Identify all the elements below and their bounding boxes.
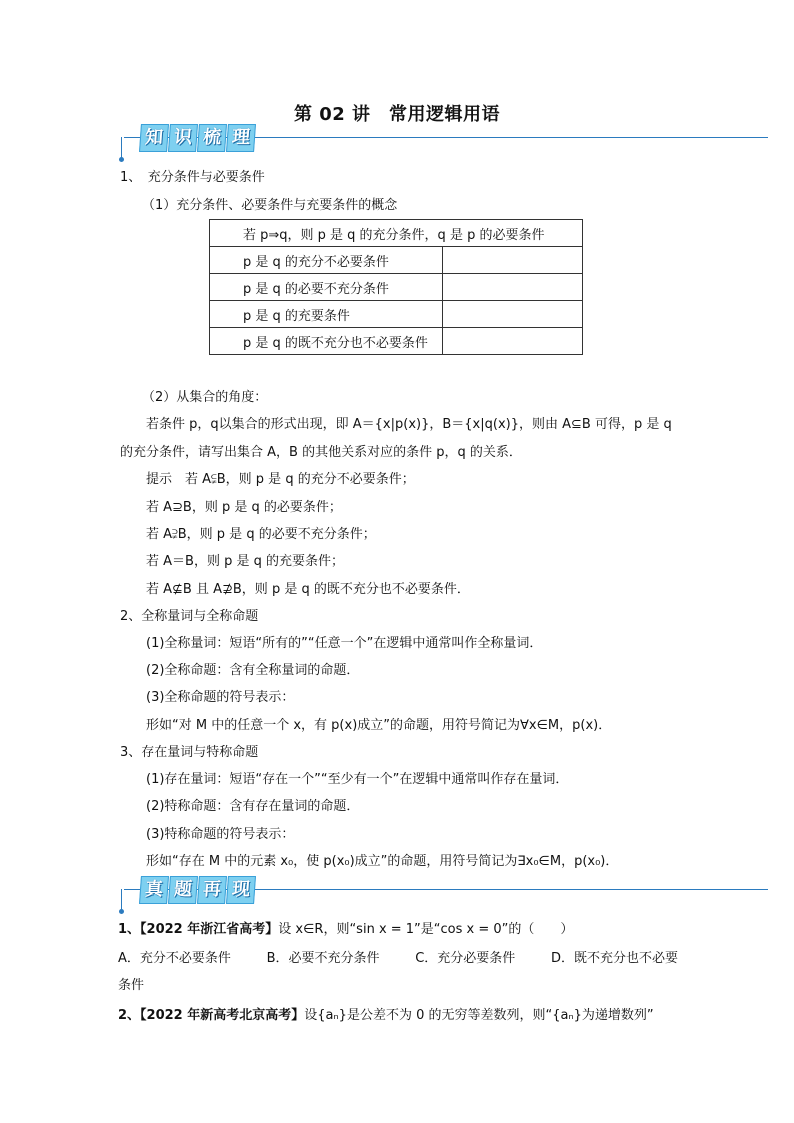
section3-line: (3)特称命题的符号表示： (146, 827, 295, 842)
section3-heading: 3、存在量词与特称命题 (120, 745, 259, 760)
table-cell-value (443, 274, 583, 301)
hint-line: 若 A⊈B 且 A⊉B，则 p 是 q 的既不充分也不必要条件． (146, 582, 470, 597)
section1-para2: 的充分条件，请写出集合 A，B 的其他关系对应的条件 p，q 的关系． (120, 445, 522, 460)
table-row (210, 247, 583, 274)
section2-line: 形如“对 M 中的任意一个 x，有 p(x)成立”的命题，用符号简记为∀x∈M，p(x)． (146, 718, 612, 733)
table-cell-label: p 是 q 的充分不必要条件 (210, 247, 443, 274)
section1-para1: 若条件 p，q以集合的形式出现，即 A＝{x|p(x)}，B＝{x|q(x)}，则由 A⊆B 可得，p 是 q (146, 417, 672, 432)
q2-source: 【2022 年新高考北京高考】 (140, 1008, 305, 1023)
table-row (210, 274, 583, 301)
q1-option-wrap: 条件 (118, 978, 145, 993)
table-row (210, 301, 583, 328)
section3-line: 形如“存在 M 中的元素 x₀，使 p(x₀)成立”的命题，用符号简记为∃x₀∈M，p(x₀)． (146, 854, 619, 869)
banner-char: 题 (168, 876, 198, 904)
q1-option-b: B．必要不充分条件 (266, 951, 380, 966)
q1-source: 【2022 年浙江省高考】 (140, 922, 279, 937)
banner-char: 理 (226, 124, 256, 152)
q1-number: 1、 (118, 922, 141, 937)
concept-table (209, 219, 583, 355)
q1-option-c: C．充分必要条件 (415, 951, 516, 966)
banner-char: 再 (197, 876, 227, 904)
q1-option-d: D．既不充分也不必要 (550, 951, 678, 966)
banner-char: 现 (226, 876, 256, 904)
table-row (210, 220, 583, 247)
section3-line: (2)特称命题：含有存在量词的命题． (146, 799, 360, 814)
section2-heading: 2、全称量词与全称命题 (120, 609, 259, 624)
exam-banner (118, 880, 768, 920)
hint-line: 若 A⊇B，则 p 是 q 的必要条件； (146, 500, 342, 515)
table-cell-value (443, 247, 583, 274)
table-row (210, 328, 583, 355)
q1-option-a: A．充分不必要条件 (118, 951, 231, 966)
banner-char: 梳 (197, 124, 227, 152)
section1-heading: 1、 充分条件与必要条件 (120, 170, 265, 185)
section2-line: (2)全称命题：含有全称量词的命题． (146, 663, 360, 678)
section1-sub2: （2）从集合的角度： (142, 390, 268, 405)
q2-number: 2、 (118, 1008, 141, 1023)
banner-char: 真 (139, 876, 169, 904)
table-cell-value (443, 328, 583, 355)
table-cell-label: p 是 q 的必要不充分条件 (210, 274, 443, 301)
page-title: 第 02 讲 常用逻辑用语 (293, 104, 501, 125)
section3-line: (1)存在量词：短语“存在一个”“至少有一个”在逻辑中通常叫作存在量词． (146, 772, 569, 787)
table-cell-value (443, 301, 583, 328)
hint-line: 若 A＝B，则 p 是 q 的充要条件； (146, 554, 344, 569)
exam-q2 (118, 1004, 654, 1023)
hint-line: 若 A⫌B，则 p 是 q 的必要不充分条件； (146, 527, 376, 542)
exam-q1 (118, 918, 573, 937)
q2-stem: 设{aₙ}是公差不为 0 的无穷等差数列，则“{aₙ}为递增数列” (304, 1008, 654, 1023)
banner-char: 识 (168, 124, 198, 152)
section2-line: (1)全称量词：短语“所有的”“任意一个”在逻辑中通常叫作全称量词． (146, 636, 543, 651)
section2-line: (3)全称命题的符号表示： (146, 690, 295, 705)
table-cell-label: p 是 q 的充要条件 (210, 301, 443, 328)
knowledge-banner (118, 128, 768, 168)
table-cell-label: p 是 q 的既不充分也不必要条件 (210, 328, 443, 355)
q1-stem: 设 x∈R，则“sin x = 1”是“cos x = 0”的（ ） (278, 922, 574, 937)
banner-char: 知 (139, 124, 169, 152)
table-header-cell: 若 p⇒q，则 p 是 q 的充分条件，q 是 p 的必要条件 (210, 220, 583, 247)
hint-line: 提示 若 A⫋B，则 p 是 q 的充分不必要条件； (146, 472, 415, 487)
section1-sub1: （1）充分条件、必要条件与充要条件的概念 (142, 198, 398, 213)
q1-options (118, 947, 678, 966)
